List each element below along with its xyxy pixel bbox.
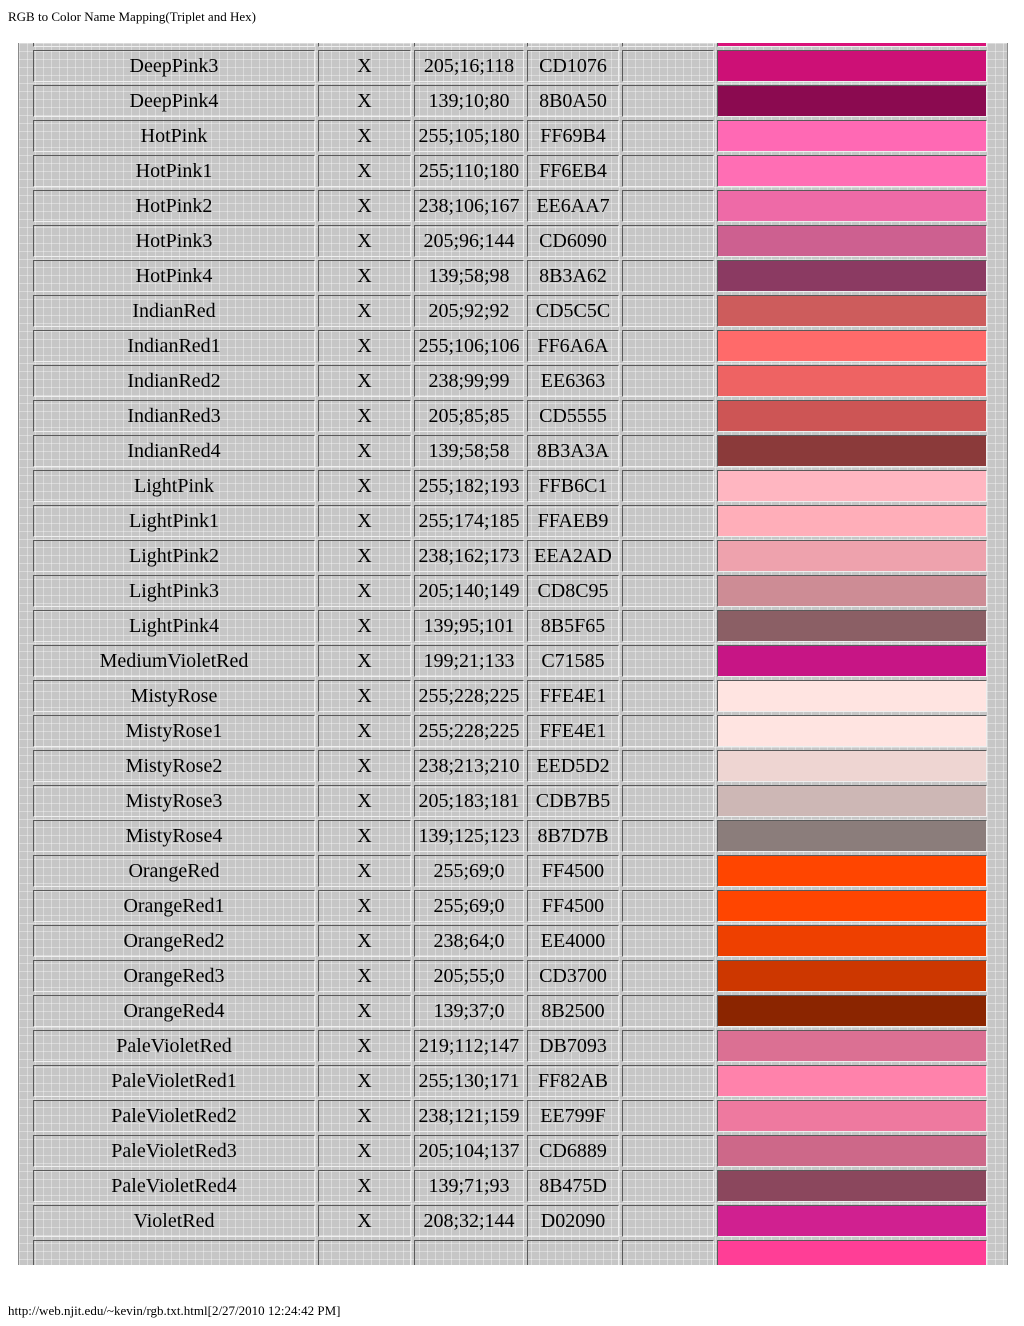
x-marker-cell: X [318, 435, 411, 467]
partial-cell [414, 1240, 524, 1265]
partial-cell [33, 1240, 315, 1265]
blank-cell [622, 260, 714, 292]
hex-code-cell: 8B5F65 [527, 610, 619, 642]
color-swatch [717, 855, 987, 887]
rgb-triplet-cell: 205;140;149 [414, 575, 524, 607]
hex-code-cell: FF69B4 [527, 120, 619, 152]
color-swatch [717, 225, 987, 257]
blank-cell [622, 925, 714, 957]
page-footer-url: http://web.njit.edu/~kevin/rgb.txt.html[2/27/2010 12:24:42 PM] [8, 1303, 341, 1318]
x-marker-cell: X [318, 505, 411, 537]
color-swatch [717, 1065, 987, 1097]
x-marker-cell: X [318, 1030, 411, 1062]
x-marker-cell: X [318, 155, 411, 187]
rgb-triplet-cell: 139;71;93 [414, 1170, 524, 1202]
blank-cell [622, 330, 714, 362]
x-marker-cell: X [318, 120, 411, 152]
color-table-frame [18, 43, 1008, 1265]
blank-cell [622, 575, 714, 607]
color-swatch [717, 295, 987, 327]
table-row [33, 820, 987, 852]
hex-code-cell: CD8C95 [527, 575, 619, 607]
blank-cell [622, 960, 714, 992]
color-name-cell: MistyRose4 [33, 820, 315, 852]
rgb-triplet-cell: 238;99;99 [414, 365, 524, 397]
table-row [33, 85, 987, 117]
table-row [33, 225, 987, 257]
partial-cell [622, 1240, 714, 1265]
blank-cell [622, 505, 714, 537]
hex-code-cell: CD6090 [527, 225, 619, 257]
color-name-cell: MediumVioletRed [33, 645, 315, 677]
color-name-cell: OrangeRed1 [33, 890, 315, 922]
hex-code-cell: CD5555 [527, 400, 619, 432]
rgb-triplet-cell: 238;106;167 [414, 190, 524, 222]
color-name-cell: LightPink2 [33, 540, 315, 572]
hex-code-cell: EE799F [527, 1100, 619, 1132]
rgb-triplet-cell: 255;110;180 [414, 155, 524, 187]
blank-cell [622, 645, 714, 677]
color-swatch [717, 785, 987, 817]
table-row [33, 1030, 987, 1062]
x-marker-cell: X [318, 855, 411, 887]
table-row [33, 260, 987, 292]
hex-code-cell: 8B2500 [527, 995, 619, 1027]
color-swatch [717, 400, 987, 432]
color-swatch [717, 995, 987, 1027]
blank-cell [622, 365, 714, 397]
blank-cell [622, 225, 714, 257]
x-marker-cell: X [318, 470, 411, 502]
color-swatch [717, 610, 987, 642]
table-row [33, 1065, 987, 1097]
color-name-cell: LightPink1 [33, 505, 315, 537]
color-swatch [717, 365, 987, 397]
color-name-cell: PaleVioletRed3 [33, 1135, 315, 1167]
x-marker-cell: X [318, 645, 411, 677]
rgb-triplet-cell: 255;130;171 [414, 1065, 524, 1097]
blank-cell [622, 435, 714, 467]
table-row [33, 785, 987, 817]
table-row [33, 470, 987, 502]
table-row [33, 715, 987, 747]
x-marker-cell: X [318, 785, 411, 817]
color-name-cell: IndianRed4 [33, 435, 315, 467]
hex-code-cell: D02090 [527, 1205, 619, 1237]
color-name-cell: HotPink2 [33, 190, 315, 222]
blank-cell [622, 750, 714, 782]
color-swatch [717, 505, 987, 537]
color-swatch [717, 540, 987, 572]
rgb-triplet-cell: 139;58;98 [414, 260, 524, 292]
hex-code-cell: FF6EB4 [527, 155, 619, 187]
hex-code-cell: EE6AA7 [527, 190, 619, 222]
table-row [33, 995, 987, 1027]
table-row [33, 190, 987, 222]
color-name-cell: PaleVioletRed4 [33, 1170, 315, 1202]
x-marker-cell: X [318, 995, 411, 1027]
hex-code-cell: 8B3A3A [527, 435, 619, 467]
rgb-triplet-cell: 255;69;0 [414, 855, 524, 887]
hex-code-cell: FF4500 [527, 855, 619, 887]
table-row [33, 1205, 987, 1237]
color-swatch [717, 1135, 987, 1167]
blank-cell [622, 785, 714, 817]
x-marker-cell: X [318, 575, 411, 607]
rgb-triplet-cell: 205;16;118 [414, 50, 524, 82]
color-name-cell: IndianRed2 [33, 365, 315, 397]
partial-rgb-cell [414, 43, 524, 47]
x-marker-cell: X [318, 1205, 411, 1237]
rgb-triplet-cell: 205;85;85 [414, 400, 524, 432]
x-marker-cell: X [318, 50, 411, 82]
rgb-triplet-cell: 205;55;0 [414, 960, 524, 992]
hex-code-cell: 8B3A62 [527, 260, 619, 292]
color-mapping-table [30, 43, 990, 1265]
color-name-cell: DeepPink4 [33, 85, 315, 117]
blank-cell [622, 715, 714, 747]
color-table-body [33, 43, 987, 1265]
color-name-cell: LightPink4 [33, 610, 315, 642]
color-swatch [717, 1030, 987, 1062]
color-swatch [717, 155, 987, 187]
color-swatch [717, 575, 987, 607]
color-swatch [717, 680, 987, 712]
partial-name-cell [33, 43, 315, 47]
hex-code-cell: 8B0A50 [527, 85, 619, 117]
table-row [33, 120, 987, 152]
rgb-triplet-cell: 208;32;144 [414, 1205, 524, 1237]
table-row [33, 1170, 987, 1202]
hex-code-cell: FF82AB [527, 1065, 619, 1097]
x-marker-cell: X [318, 750, 411, 782]
color-swatch [717, 715, 987, 747]
x-marker-cell: X [318, 925, 411, 957]
color-name-cell: HotPink3 [33, 225, 315, 257]
color-swatch [717, 190, 987, 222]
rgb-triplet-cell: 205;104;137 [414, 1135, 524, 1167]
color-swatch [717, 85, 987, 117]
hex-code-cell: CD1076 [527, 50, 619, 82]
blank-cell [622, 1135, 714, 1167]
rgb-triplet-cell: 255;69;0 [414, 890, 524, 922]
table-row [33, 610, 987, 642]
hex-code-cell: FFB6C1 [527, 470, 619, 502]
partial-cell [527, 1240, 619, 1265]
blank-cell [622, 995, 714, 1027]
color-name-cell: MistyRose2 [33, 750, 315, 782]
table-row [33, 750, 987, 782]
rgb-triplet-cell: 205;183;181 [414, 785, 524, 817]
color-name-cell: OrangeRed3 [33, 960, 315, 992]
color-swatch [717, 330, 987, 362]
x-marker-cell: X [318, 890, 411, 922]
blank-cell [622, 1205, 714, 1237]
blank-cell [622, 1100, 714, 1132]
hex-code-cell: EED5D2 [527, 750, 619, 782]
blank-cell [622, 295, 714, 327]
hex-code-cell: C71585 [527, 645, 619, 677]
table-row [33, 295, 987, 327]
hex-code-cell: FF6A6A [527, 330, 619, 362]
hex-code-cell: DB7093 [527, 1030, 619, 1062]
color-name-cell: MistyRose1 [33, 715, 315, 747]
table-row [33, 680, 987, 712]
hex-code-cell: EE6363 [527, 365, 619, 397]
hex-code-cell: CD6889 [527, 1135, 619, 1167]
color-swatch [717, 50, 987, 82]
color-name-cell: PaleVioletRed2 [33, 1100, 315, 1132]
color-name-cell: IndianRed [33, 295, 315, 327]
x-marker-cell: X [318, 540, 411, 572]
blank-cell [622, 855, 714, 887]
hex-code-cell: CD3700 [527, 960, 619, 992]
table-row [33, 330, 987, 362]
partial-color-swatch [717, 43, 987, 47]
color-name-cell: LightPink3 [33, 575, 315, 607]
blank-cell [622, 155, 714, 187]
x-marker-cell: X [318, 400, 411, 432]
rgb-triplet-cell: 139;37;0 [414, 995, 524, 1027]
x-marker-cell: X [318, 225, 411, 257]
x-marker-cell: X [318, 1170, 411, 1202]
x-marker-cell: X [318, 190, 411, 222]
partial-blank-cell [622, 43, 714, 47]
x-marker-cell: X [318, 365, 411, 397]
blank-cell [622, 890, 714, 922]
color-name-cell: VioletRed [33, 1205, 315, 1237]
hex-code-cell: FFAEB9 [527, 505, 619, 537]
color-swatch [717, 820, 987, 852]
rgb-triplet-cell: 139;58;58 [414, 435, 524, 467]
color-name-cell: IndianRed3 [33, 400, 315, 432]
color-name-cell: OrangeRed2 [33, 925, 315, 957]
blank-cell [622, 1030, 714, 1062]
rgb-triplet-cell: 139;125;123 [414, 820, 524, 852]
color-name-cell: OrangeRed [33, 855, 315, 887]
table-row [33, 155, 987, 187]
color-name-cell: HotPink [33, 120, 315, 152]
table-row [33, 855, 987, 887]
blank-cell [622, 85, 714, 117]
hex-code-cell: CD5C5C [527, 295, 619, 327]
rgb-triplet-cell: 205;96;144 [414, 225, 524, 257]
hex-code-cell: 8B475D [527, 1170, 619, 1202]
rgb-triplet-cell: 139;10;80 [414, 85, 524, 117]
blank-cell [622, 190, 714, 222]
color-name-cell: MistyRose3 [33, 785, 315, 817]
color-name-cell: DeepPink3 [33, 50, 315, 82]
x-marker-cell: X [318, 680, 411, 712]
table-row [33, 400, 987, 432]
color-name-cell: HotPink1 [33, 155, 315, 187]
color-swatch [717, 750, 987, 782]
hex-code-cell: EEA2AD [527, 540, 619, 572]
color-name-cell: PaleVioletRed1 [33, 1065, 315, 1097]
table-row [33, 505, 987, 537]
page-header-title: RGB to Color Name Mapping(Triplet and Hex) [8, 9, 256, 24]
rgb-triplet-cell: 255;106;106 [414, 330, 524, 362]
hex-code-cell: CDB7B5 [527, 785, 619, 817]
table-row [33, 1135, 987, 1167]
x-marker-cell: X [318, 260, 411, 292]
blank-cell [622, 680, 714, 712]
hex-code-cell: 8B7D7B [527, 820, 619, 852]
blank-cell [622, 1170, 714, 1202]
table-row [33, 50, 987, 82]
rgb-triplet-cell: 238;162;173 [414, 540, 524, 572]
x-marker-cell: X [318, 610, 411, 642]
color-swatch [717, 260, 987, 292]
blank-cell [622, 50, 714, 82]
table-row [33, 435, 987, 467]
rgb-triplet-cell: 255;228;225 [414, 715, 524, 747]
table-row [33, 925, 987, 957]
table-row [33, 365, 987, 397]
color-swatch [717, 1205, 987, 1237]
table-row [33, 890, 987, 922]
rgb-triplet-cell: 255;105;180 [414, 120, 524, 152]
partial-color-swatch [717, 1240, 987, 1265]
color-swatch [717, 470, 987, 502]
table-row-partial-bottom [33, 1240, 987, 1265]
color-name-cell: MistyRose [33, 680, 315, 712]
color-swatch [717, 890, 987, 922]
rgb-triplet-cell: 205;92;92 [414, 295, 524, 327]
x-marker-cell: X [318, 85, 411, 117]
blank-cell [622, 610, 714, 642]
rgb-triplet-cell: 238;213;210 [414, 750, 524, 782]
color-swatch [717, 120, 987, 152]
x-marker-cell: X [318, 715, 411, 747]
color-swatch [717, 925, 987, 957]
blank-cell [622, 400, 714, 432]
x-marker-cell: X [318, 330, 411, 362]
blank-cell [622, 1065, 714, 1097]
rgb-triplet-cell: 238;121;159 [414, 1100, 524, 1132]
table-row [33, 540, 987, 572]
table-row [33, 960, 987, 992]
rgb-triplet-cell: 255;182;193 [414, 470, 524, 502]
x-marker-cell: X [318, 1065, 411, 1097]
hex-code-cell: FFE4E1 [527, 680, 619, 712]
hex-code-cell: FFE4E1 [527, 715, 619, 747]
color-swatch [717, 960, 987, 992]
rgb-triplet-cell: 199;21;133 [414, 645, 524, 677]
partial-cell [318, 1240, 411, 1265]
x-marker-cell: X [318, 1100, 411, 1132]
blank-cell [622, 470, 714, 502]
x-marker-cell: X [318, 295, 411, 327]
table-row [33, 575, 987, 607]
x-marker-cell: X [318, 820, 411, 852]
color-swatch [717, 645, 987, 677]
color-swatch [717, 435, 987, 467]
rgb-triplet-cell: 255;174;185 [414, 505, 524, 537]
hex-code-cell: FF4500 [527, 890, 619, 922]
table-row [33, 645, 987, 677]
partial-x-cell [318, 43, 411, 47]
color-name-cell: LightPink [33, 470, 315, 502]
rgb-triplet-cell: 219;112;147 [414, 1030, 524, 1062]
partial-hex-cell [527, 43, 619, 47]
color-name-cell: IndianRed1 [33, 330, 315, 362]
color-swatch [717, 1100, 987, 1132]
rgb-triplet-cell: 139;95;101 [414, 610, 524, 642]
rgb-triplet-cell: 255;228;225 [414, 680, 524, 712]
x-marker-cell: X [318, 960, 411, 992]
color-name-cell: HotPink4 [33, 260, 315, 292]
blank-cell [622, 820, 714, 852]
table-row-partial-top [33, 43, 987, 47]
blank-cell [622, 540, 714, 572]
x-marker-cell: X [318, 1135, 411, 1167]
table-row [33, 1100, 987, 1132]
blank-cell [622, 120, 714, 152]
rgb-triplet-cell: 238;64;0 [414, 925, 524, 957]
color-name-cell: PaleVioletRed [33, 1030, 315, 1062]
color-name-cell: OrangeRed4 [33, 995, 315, 1027]
hex-code-cell: EE4000 [527, 925, 619, 957]
color-swatch [717, 1170, 987, 1202]
